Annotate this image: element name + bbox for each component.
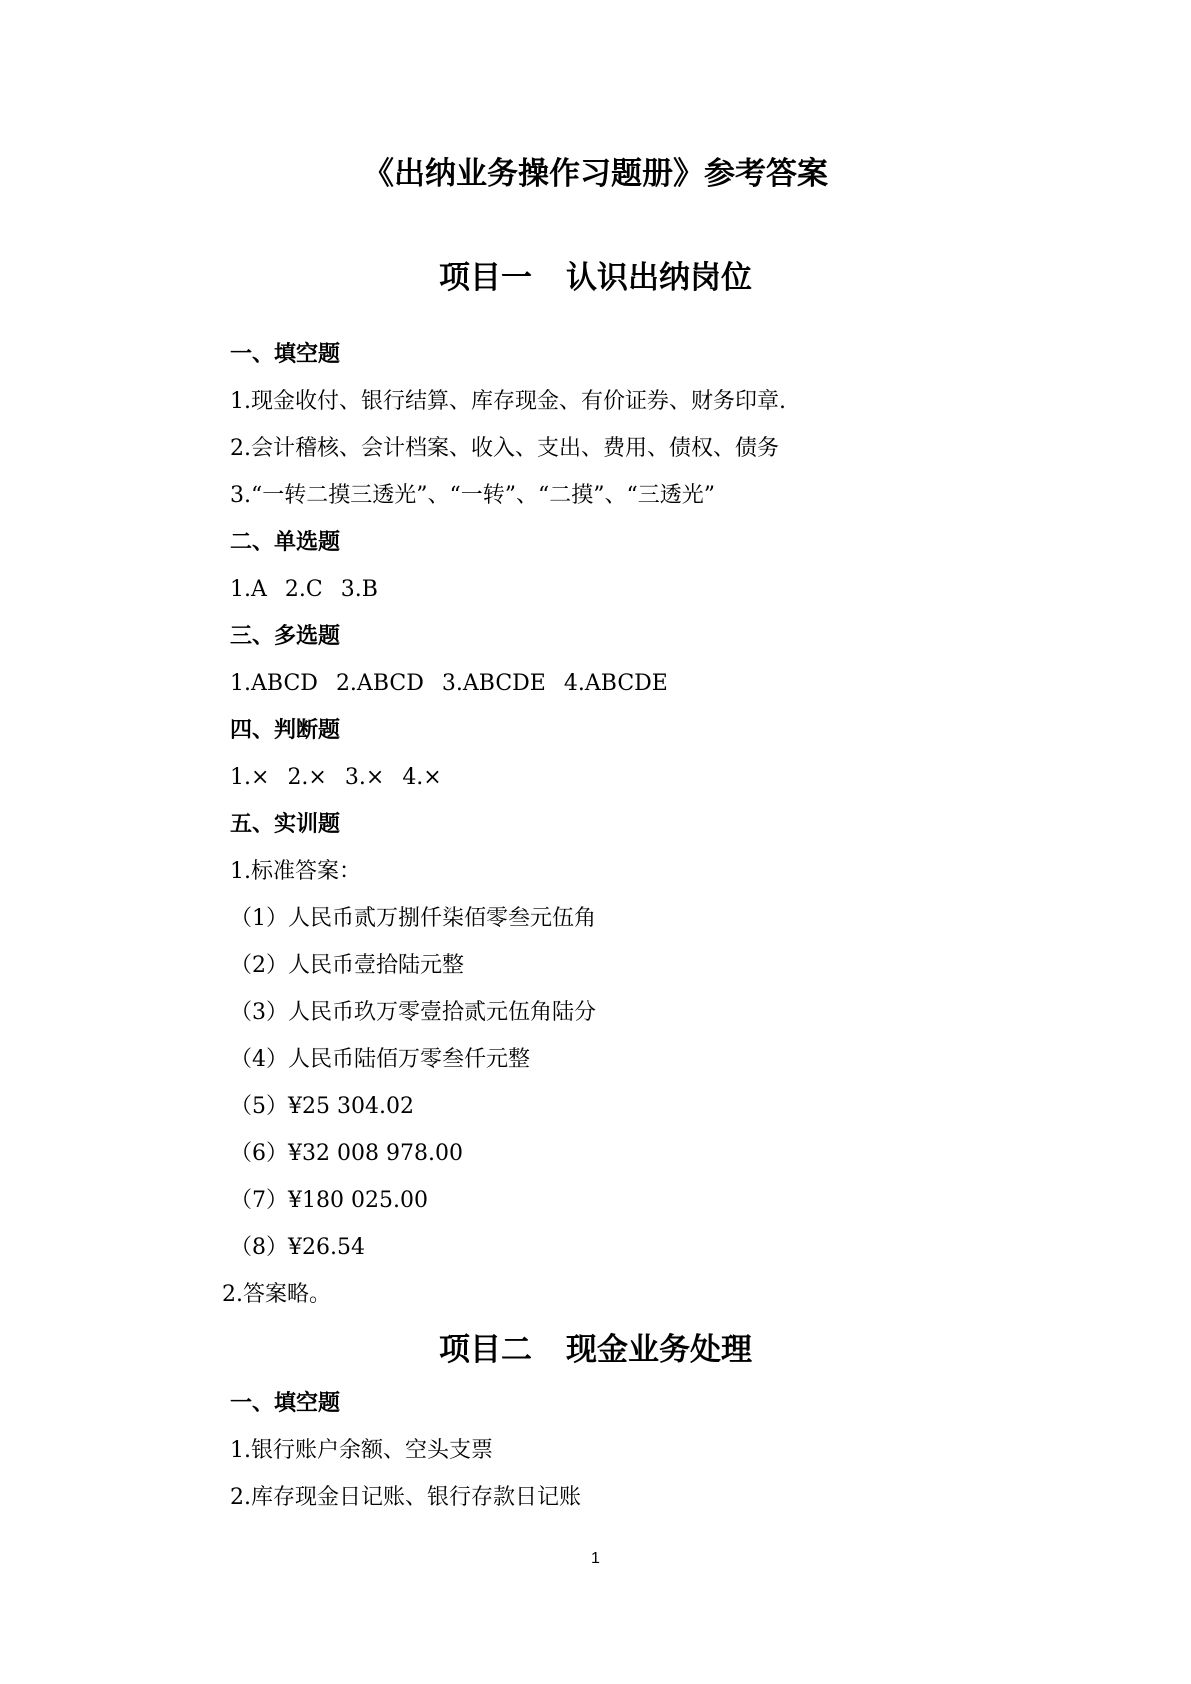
p1-practical-item-3: （3）人民币玖万零壹拾贰元伍角陆分	[230, 1000, 596, 1025]
p1-multi-choice-answer-4: 4.ABCDE	[563, 671, 668, 696]
p1-multi-choice-answers	[230, 669, 686, 699]
document-title: 《出纳业务操作习题册》参考答案	[363, 156, 828, 192]
project-one-title-main: 项目一	[439, 260, 532, 296]
p1-true-false-heading: 四、判断题	[230, 718, 341, 743]
page-number: 1	[591, 1550, 600, 1567]
p1-true-false-answer-4: 4.×	[402, 765, 442, 790]
p1-true-false-answer-1: 1.×	[230, 765, 270, 790]
p1-single-choice-heading: 二、单选题	[230, 530, 341, 555]
project-one-title	[0, 256, 1191, 300]
project-one-title-sub: 认识出纳岗位	[566, 260, 752, 296]
p1-true-false-answer-2: 2.×	[287, 765, 327, 790]
p1-practical-item-4: （4）人民币陆佰万零叁仟元整	[230, 1047, 530, 1072]
p1-single-choice-answer-3: 3.B	[340, 577, 378, 602]
p1-true-false-answers	[230, 763, 460, 793]
p1-multi-choice-heading: 三、多选题	[230, 624, 341, 649]
p1-true-false-answer-3: 3.×	[344, 765, 385, 790]
p1-single-choice-answer-2: 2.C	[284, 577, 323, 602]
p1-practical-item-8: （8）¥26.54	[230, 1235, 365, 1260]
project-two-title-main: 项目二	[439, 1332, 532, 1368]
p2-fill-blank-heading: 一、填空题	[230, 1391, 341, 1416]
p1-fill-blank-line-3: 3.“一转二摸三透光”、“一转”、“二摸”、“三透光”	[230, 483, 715, 508]
project-two-title-sub: 现金业务处理	[566, 1332, 752, 1368]
project-two-title	[0, 1328, 1191, 1372]
p2-fill-blank-line-1: 1.银行账户余额、空头支票	[230, 1438, 493, 1463]
p1-multi-choice-answer-2: 2.ABCD	[335, 671, 424, 696]
p1-practical-intro: 1.标准答案：	[230, 859, 361, 884]
p1-single-choice-answer-1: 1.A	[230, 577, 267, 602]
p1-multi-choice-answer-3: 3.ABCDE	[441, 671, 546, 696]
p2-fill-blank-line-2: 2.库存现金日记账、银行存款日记账	[230, 1485, 581, 1510]
p1-fill-blank-line-1: 1.现金收付、银行结算、库存现金、有价证券、财务印章.	[230, 389, 786, 414]
p1-practical-item-6: （6）¥32 008 978.00	[230, 1141, 463, 1166]
p1-practical-heading: 五、实训题	[230, 812, 341, 837]
p1-fill-blank-line-2: 2.会计稽核、会计档案、收入、支出、费用、债权、债务	[230, 436, 779, 461]
p1-single-choice-answers	[230, 575, 396, 605]
p1-practical-item-7: （7）¥180 025.00	[230, 1188, 428, 1213]
p1-practical-item-1: （1）人民币贰万捌仟柒佰零叁元伍角	[230, 906, 596, 931]
p1-practical-outro: 2.答案略。	[222, 1282, 331, 1307]
p1-practical-item-5: （5）¥25 304.02	[230, 1094, 414, 1119]
p1-multi-choice-answer-1: 1.ABCD	[230, 671, 318, 696]
p1-fill-blank-heading: 一、填空题	[230, 342, 341, 367]
p1-practical-item-2: （2）人民币壹拾陆元整	[230, 953, 464, 978]
